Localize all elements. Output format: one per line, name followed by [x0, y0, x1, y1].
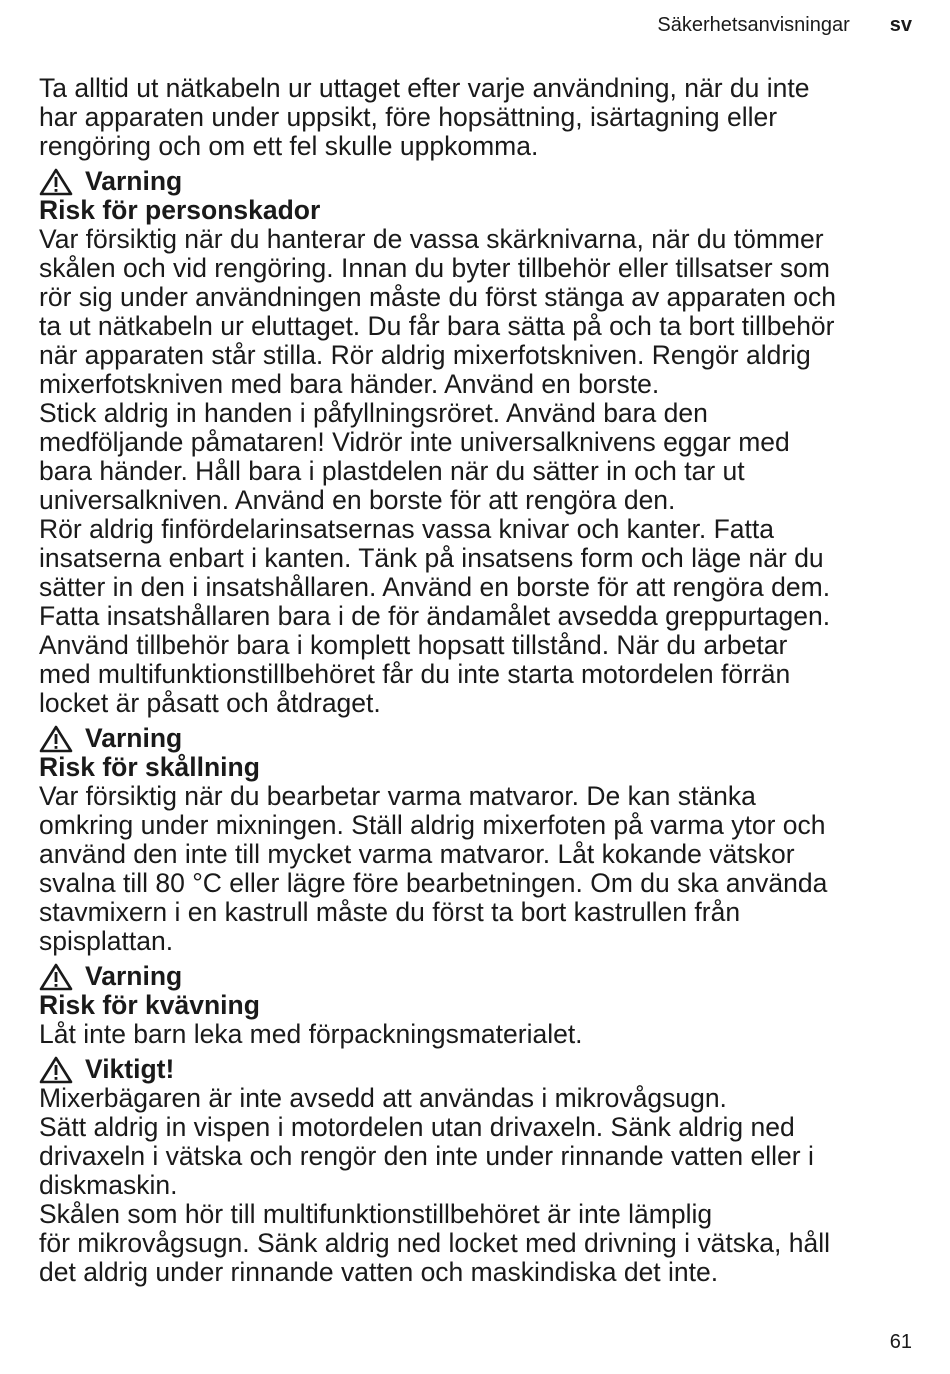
- warning-heading: [39, 724, 919, 753]
- warning-section: [39, 962, 919, 1049]
- warning-heading: [39, 1055, 919, 1084]
- warning-sections: [39, 167, 919, 1287]
- warning-section: [39, 167, 919, 718]
- text-line: insatserna enbart i kanten. Tänk på insatsens form och läge när du: [39, 543, 824, 573]
- warning-heading: [39, 962, 919, 991]
- text-line: när apparaten står stilla. Rör aldrig mixerfotskniven. Rengör aldrig: [39, 340, 811, 370]
- text-line: Ta alltid ut nätkabeln ur uttaget efter varje användning, när du inte: [39, 73, 810, 103]
- text-line: Stick aldrig in handen i påfyllningsröret. Använd bara den: [39, 398, 708, 428]
- text-line: det aldrig under rinnande vatten och maskindiska det inte.: [39, 1257, 719, 1287]
- warning-section: [39, 724, 919, 956]
- warning-triangle-icon: [39, 963, 85, 991]
- warning-heading: [39, 167, 919, 196]
- text-line: bara händer. Håll bara i plastdelen när du sätter in och tar ut: [39, 456, 745, 486]
- text-line: Rör aldrig finfördelarinsatsernas vassa knivar och kanter. Fatta: [39, 514, 774, 544]
- text-line: drivaxeln i vätska och rengör den inte under rinnande vatten eller i: [39, 1141, 814, 1171]
- warning-heading-text: Varning: [85, 723, 183, 753]
- text-line: med multifunktionstillbehöret får du inte starta motordelen förrän: [39, 659, 791, 689]
- text-line: sätter in den i insatshållaren. Använd en borste för att rengöra dem.: [39, 572, 831, 602]
- text-line: medföljande påmataren! Vidrör inte universalknivens eggar med: [39, 427, 790, 457]
- warning-triangle-icon: [39, 1056, 85, 1084]
- text-line: Låt inte barn leka med förpackningsmaterialet.: [39, 1019, 583, 1049]
- warning-subheading: Risk för kvävning: [39, 990, 260, 1020]
- section-title: Säkerhetsanvisningar: [657, 14, 850, 36]
- text-line: universalkniven. Använd en borste för att rengöra den.: [39, 485, 676, 515]
- text-line: Var försiktig när du hanterar de vassa skärknivarna, när du tömmer: [39, 224, 824, 254]
- document-body: [39, 74, 919, 1287]
- warning-heading-text: Viktigt!: [85, 1054, 175, 1084]
- warning-triangle-icon: [39, 725, 85, 753]
- text-line: mixerfotskniven med bara händer. Använd en borste.: [39, 369, 660, 399]
- text-line: rör sig under användningen måste du först stänga av apparaten och: [39, 282, 836, 312]
- text-line: har apparaten under uppsikt, före hopsättning, isärtagning eller: [39, 102, 778, 132]
- warning-heading-text: Varning: [85, 961, 183, 991]
- text-line: använd den inte till mycket varma matvaror. Låt kokande vätskor: [39, 839, 795, 869]
- text-line: Sätt aldrig in vispen i motordelen utan drivaxeln. Sänk aldrig ned: [39, 1112, 795, 1142]
- text-line: svalna till 80 °C eller lägre före bearbetningen. Om du ska använda: [39, 868, 828, 898]
- warning-subheading: Risk för skållning: [39, 752, 260, 782]
- text-line: ta ut nätkabeln ur eluttaget. Du får bara sätta på och ta bort tillbehör: [39, 311, 835, 341]
- text-line: diskmaskin.: [39, 1170, 178, 1200]
- text-line: Använd tillbehör bara i komplett hopsatt tillstånd. När du arbetar: [39, 630, 788, 660]
- text-line: skålen och vid rengöring. Innan du byter tillbehör eller tillsatser som: [39, 253, 830, 283]
- intro-paragraph: [39, 74, 919, 161]
- text-line: rengöring och om ett fel skulle uppkomma.: [39, 131, 539, 161]
- text-line: för mikrovågsugn. Sänk aldrig ned locket med drivning i vätska, håll: [39, 1228, 830, 1258]
- warning-triangle-icon: [39, 168, 85, 196]
- text-line: Var försiktig när du bearbetar varma matvaror. De kan stänka: [39, 781, 756, 811]
- warning-section: [39, 1055, 919, 1287]
- page-header: [657, 14, 912, 37]
- language-code: sv: [889, 14, 912, 36]
- text-line: omkring under mixningen. Ställ aldrig mixerfoten på varma ytor och: [39, 810, 826, 840]
- text-line: Fatta insatshållaren bara i de för ändamålet avsedda greppurtagen.: [39, 601, 831, 631]
- page-number: 61: [889, 1331, 912, 1353]
- warning-heading-text: Varning: [85, 166, 183, 196]
- text-line: stavmixern i en kastrull måste du först ta bort kastrullen från: [39, 897, 741, 927]
- text-line: Mixerbägaren är inte avsedd att användas i mikrovågsugn.: [39, 1083, 727, 1113]
- warning-subheading: Risk för personskador: [39, 195, 321, 225]
- text-line: locket är påsatt och åtdraget.: [39, 688, 381, 718]
- text-line: Skålen som hör till multifunktionstillbehöret är inte lämplig: [39, 1199, 713, 1229]
- text-line: spisplattan.: [39, 926, 174, 956]
